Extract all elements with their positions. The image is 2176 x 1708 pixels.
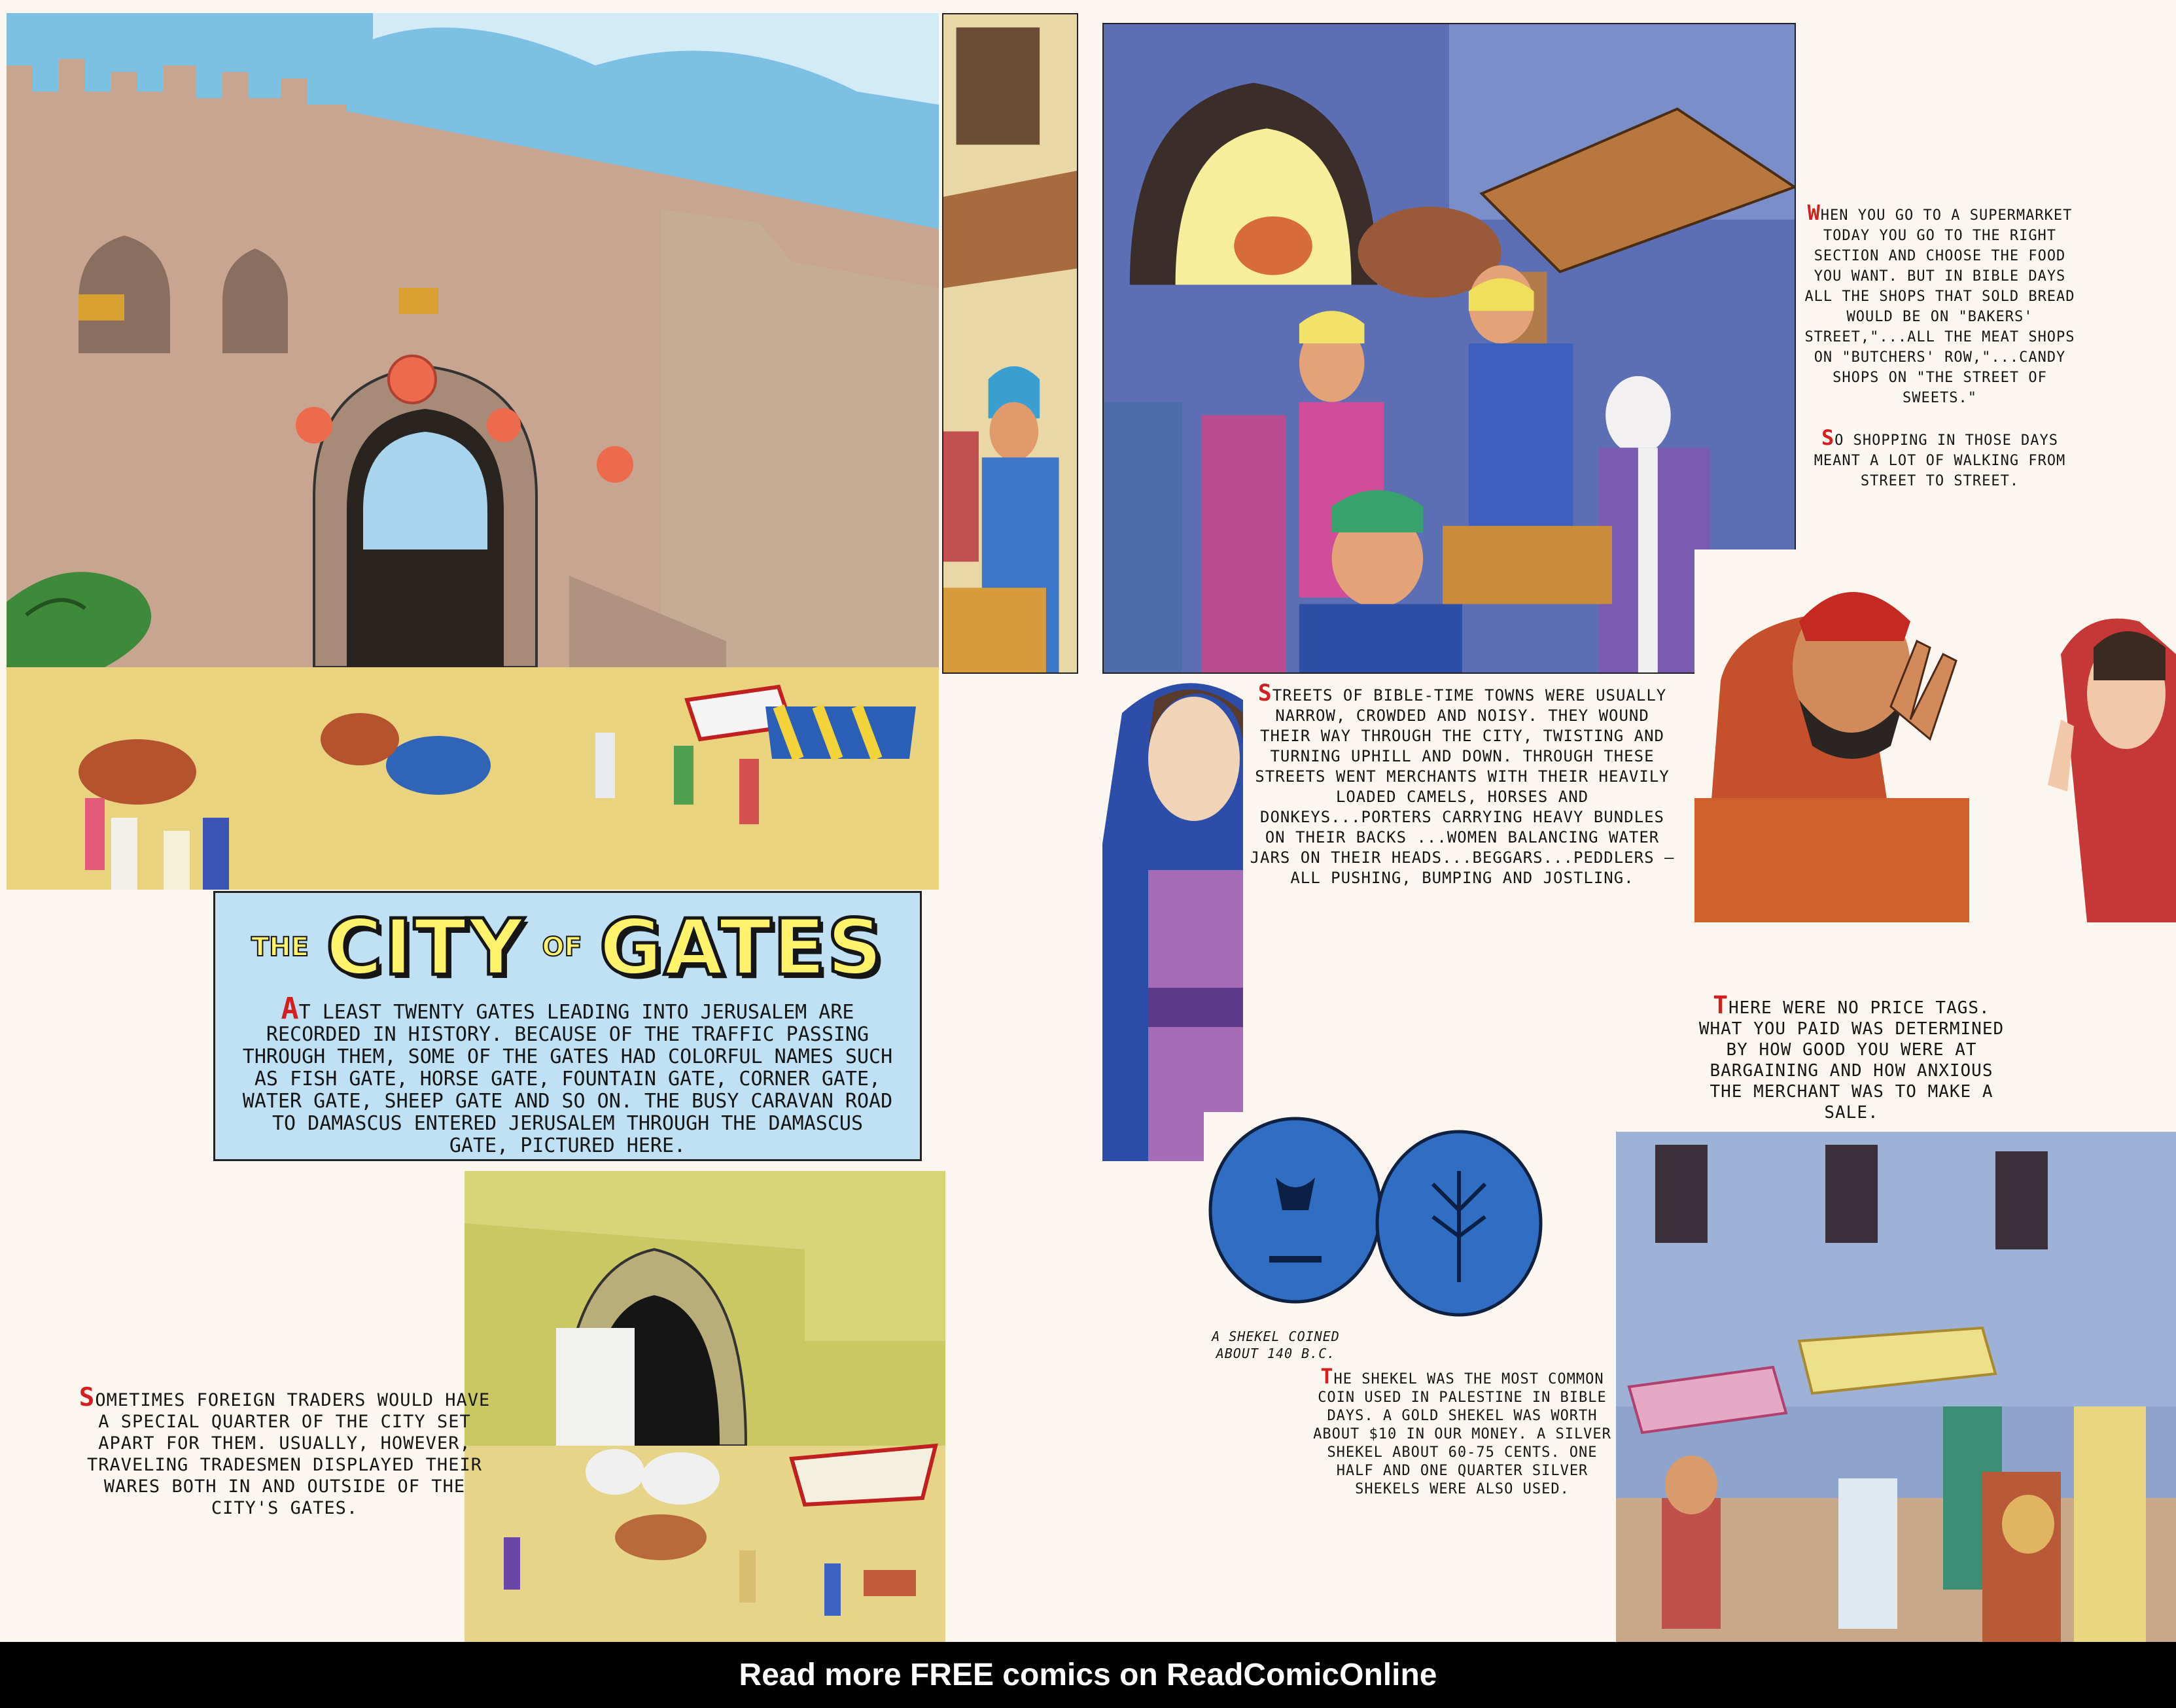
supermarket-paragraph [1796, 200, 2084, 408]
shekel-text: HE SHEKEL WAS THE MOST COMMON COIN USED IN PALESTINE IN BIBLE DAYS. A GOLD SHEKEL WAS WORTH ABOUT $10 IN OUR MONEY. A SILVER SHEKEL ABOUT 60-75 CENTS. ONE HALF AND ONE QUARTER SILVER SHEKELS WERE ALSO USED. [1313, 1371, 1611, 1497]
title-dropcap: A [281, 991, 299, 1026]
shopping-paragraph [1796, 425, 2084, 491]
shekel-dropcap: T [1320, 1364, 1334, 1389]
shekel-label [1191, 1328, 1361, 1362]
supermarket-caption [1796, 200, 2084, 511]
price-tags-dropcap: T [1713, 990, 1729, 1019]
promo-footer-text[interactable]: Read more FREE comics on ReadComicOnline [739, 1658, 1437, 1692]
shekel-caption [1308, 1364, 1616, 1499]
traders-text: OMETIMES FOREIGN TRADERS WOULD HAVE A SPECIAL QUARTER OF THE CITY SET APART FOR THEM. USUALLY, HOWEVER, TRAVELING TRADESMEN DISPLAYED THEIR WARES BOTH IN AND OUTSIDE OF THE CITY'S GATES. [87, 1390, 491, 1518]
traders-caption [75, 1383, 494, 1519]
street-vendor-illustration [942, 13, 1078, 674]
title-of: OF [542, 932, 582, 962]
damascus-gate-illustration [7, 13, 939, 890]
streets-caption [1250, 680, 1675, 888]
price-tags-caption [1694, 990, 2009, 1123]
promo-footer-banner[interactable] [0, 1642, 2176, 1708]
title-city: CITY [326, 902, 525, 992]
woman-portrait-illustration [1102, 674, 1243, 1161]
shekel-coins-illustration [1204, 1112, 1551, 1321]
price-tags-text: HERE WERE NO PRICE TAGS. WHAT YOU PAID WAS DETERMINED BY HOW GOOD YOU WERE AT BARGAINING AND HOW ANXIOUS THE MERCHANT WAS TO MAKE A SALE. [1698, 998, 2005, 1123]
bargaining-merchant-illustration [1694, 549, 2176, 922]
title-body-text [241, 991, 894, 1157]
crowded-street-illustration [1102, 23, 1796, 674]
shopping-text: O SHOPPING IN THOSE DAYS MEANT A LOT OF WALKING FROM STREET TO STREET. [1814, 432, 2066, 489]
supermarket-text: HEN YOU GO TO A SUPERMARKET TODAY YOU GO TO THE RIGHT SECTION AND CHOOSE THE FOOD YOU WANT. BUT IN BIBLE DAYS ALL THE SHOPS THAT SOLD BREAD WOULD BE ON "BAKERS' STREET,"...ALL THE MEAT SHOPS ON "BUTCHERS' ROW,"...CANDY SHOPS ON "THE STREET OF SWEETS." [1804, 207, 2075, 406]
title-heading [241, 902, 894, 992]
title-body: T LEAST TWENTY GATES LEADING INTO JERUSALEM ARE RECORDED IN HISTORY. BECAUSE OF THE TRAFFIC PASSING THROUGH THEM, SOME OF THE GATES HAD COLORFUL NAMES SUCH AS FISH GATE, HORSE GATE, FOUNTAIN GATE, CORNER GATE, WATER GATE, SHEEP GATE AND SO ON. THE BUSY CARAVAN ROAD TO DAMASCUS ENTERED JERUSALEM THROUGH THE DAMASCUS GATE, PICTURED HERE. [242, 1001, 893, 1157]
title-the: THE [251, 932, 309, 962]
supermarket-dropcap: W [1807, 200, 1821, 225]
outer-gate-market-illustration [465, 1171, 945, 1642]
title-panel [213, 891, 922, 1161]
market-stall-illustration [1616, 1132, 2176, 1642]
title-gates: GATES [599, 902, 884, 992]
shekel-label-text: A SHEKEL COINED ABOUT 140 B.C. [1212, 1329, 1340, 1361]
shopping-dropcap: S [1821, 425, 1835, 450]
streets-dropcap: S [1257, 680, 1272, 706]
traders-dropcap: S [79, 1383, 96, 1412]
streets-text: TREETS OF BIBLE-TIME TOWNS WERE USUALLY NARROW, CROWDED AND NOISY. THEY WOUND THEIR WAY THROUGH THE CITY, TWISTING AND TURNING UPHILL AND DOWN. THROUGH THESE STREETS WENT MERCHANTS WITH THEIR HEAVILY LOADED CAMELS, HORSES AND DONKEYS...PORTERS CARRYING HEAVY BUNDLES ON THEIR BACKS ...WOMEN BALANCING WATER JARS ON THEIR HEADS...BEGGARS...PEDDLERS — ALL PUSHING, BUMPING AND JOSTLING. [1250, 686, 1675, 887]
